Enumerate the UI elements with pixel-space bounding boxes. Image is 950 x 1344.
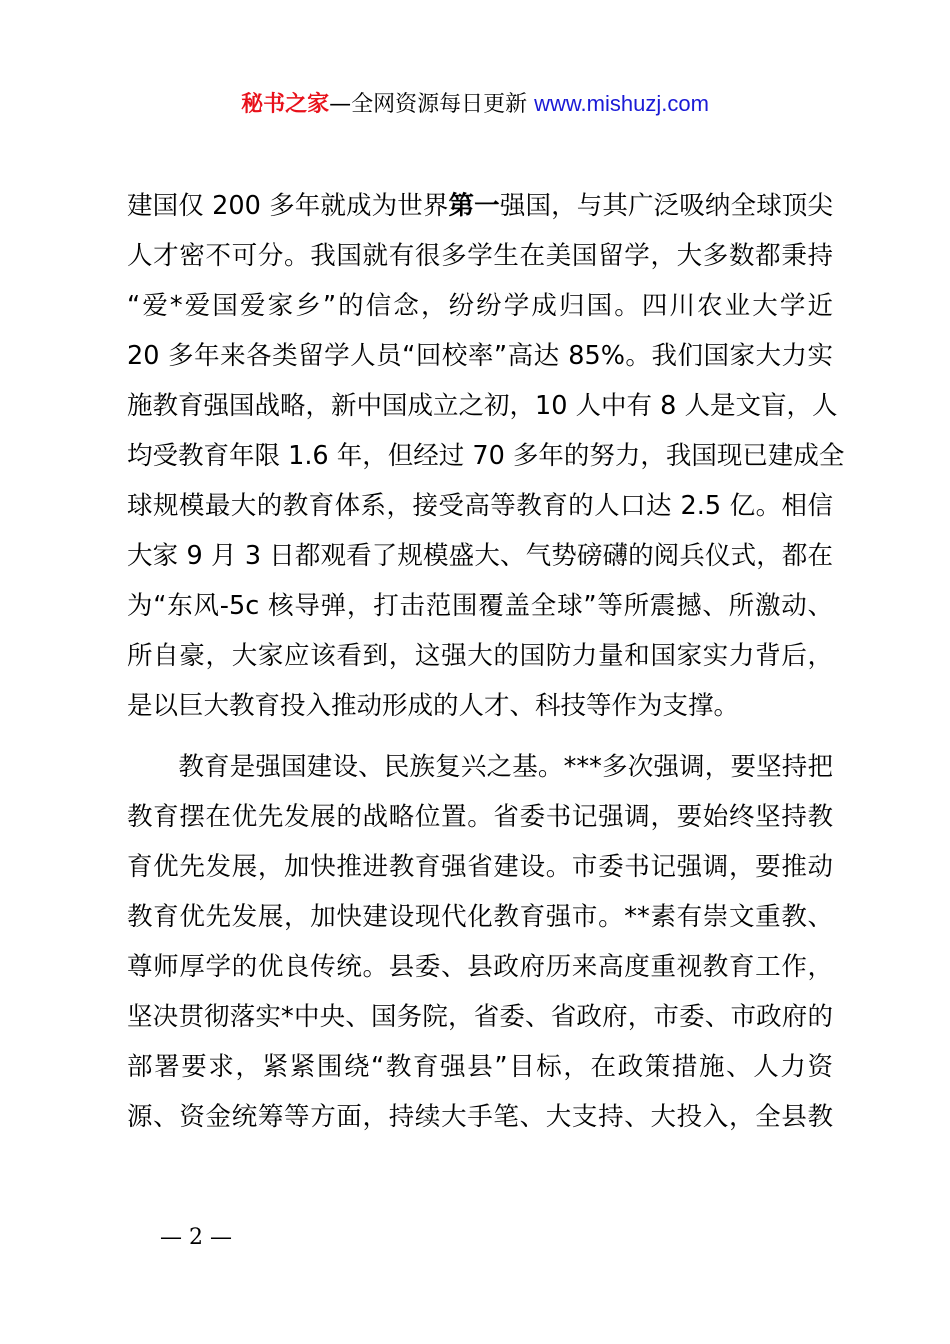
text-line: 尊师厚学的优良传统。县委、县政府历来高度重视教育工作，: [127, 952, 833, 982]
page-number: — 2 —: [160, 1225, 232, 1250]
text-line: 所自豪，大家应该看到，这强大的国防力量和国家实力背后，: [127, 641, 833, 671]
text-line: 为“东风-5c 核导弹，打击范围覆盖全球”等所震撼、所激动、: [127, 591, 833, 621]
text-line: 教育是强国建设、民族复兴之基。***多次强调，要坚持把: [127, 752, 833, 782]
text-line: 施教育强国战略，新中国成立之初，10 人中有 8 人是文盲，人: [127, 391, 838, 421]
site-header: [0, 84, 950, 125]
text-line: 育优先发展，加快推进教育强省建设。市委书记强调，要推动: [127, 852, 833, 882]
text-line: “爱*爱国爱家乡”的信念，纷纷学成归国。四川农业大学近: [127, 291, 833, 321]
text-line: 大家 9 月 3 日都观看了规模盛大、气势磅礴的阅兵仪式，都在: [127, 541, 833, 571]
site-tagline: —全网资源每日更新: [329, 92, 535, 117]
bold-emphasis: 第一: [448, 191, 500, 221]
paragraph-1: [127, 181, 845, 731]
site-url-link[interactable]: www.mishuzj.com: [534, 91, 709, 116]
paragraph-2: [127, 742, 833, 1142]
text-line: 部署要求，紧紧围绕“教育强县”目标，在政策措施、人力资: [127, 1052, 833, 1082]
text-line: 教育优先发展，加快建设现代化教育强市。**素有崇文重教、: [127, 902, 833, 932]
site-brand: 秘书之家: [241, 92, 330, 117]
text-line: 是以巨大教育投入推动形成的人才、科技等作为支撑。: [127, 691, 740, 721]
text-line: 20 多年来各类留学人员“回校率”高达 85%。我们国家大力实: [127, 341, 833, 371]
text-line: 均受教育年限 1.6 年，但经过 70 多年的努力，我国现已建成全: [127, 441, 845, 471]
text-line: 建国仅 200 多年就成为世界第一强国，与其广泛吸纳全球顶尖: [127, 191, 833, 221]
text-line: 人才密不可分。我国就有很多学生在美国留学，大多数都秉持: [127, 241, 833, 271]
text-line: 球规模最大的教育体系，接受高等教育的人口达 2.5 亿。相信: [127, 491, 833, 521]
text-line: 源、资金统筹等方面，持续大手笔、大支持、大投入，全县教: [127, 1102, 833, 1132]
text-line: 教育摆在优先发展的战略位置。省委书记强调，要始终坚持教: [127, 802, 833, 832]
text-line: 坚决贯彻落实*中央、国务院，省委、省政府，市委、市政府的: [127, 1002, 833, 1032]
